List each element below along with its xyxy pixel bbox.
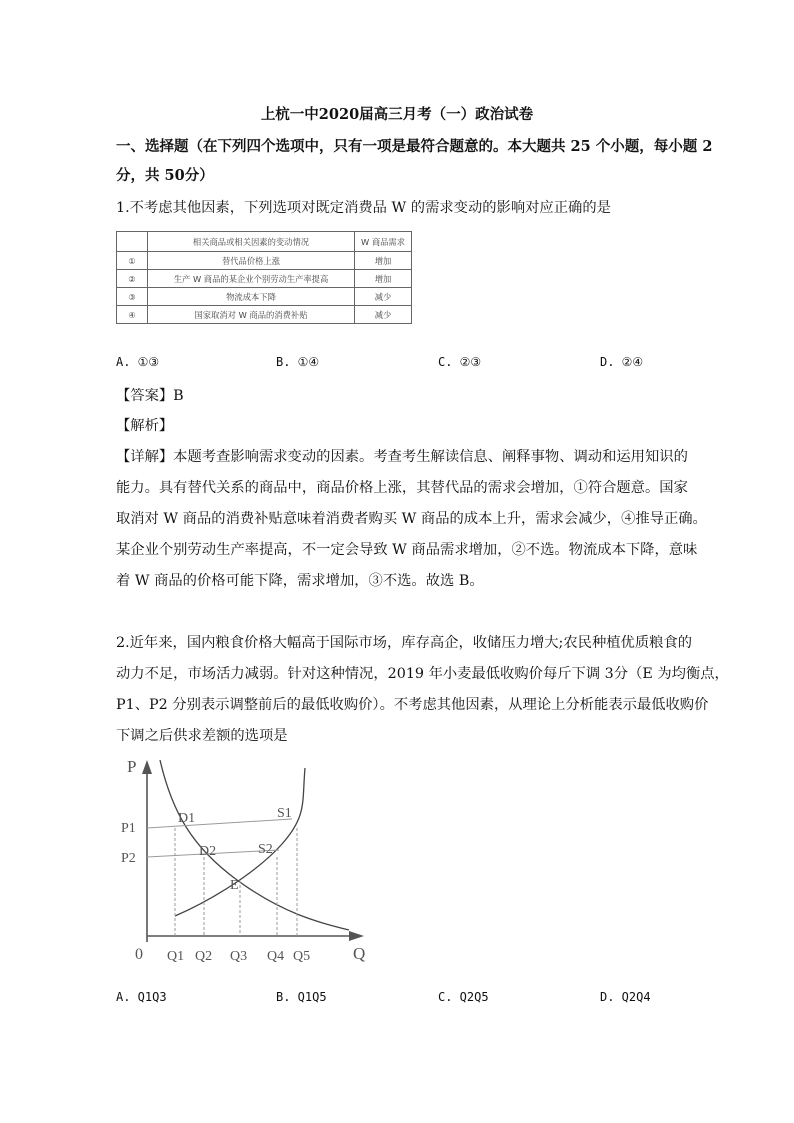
q1-answer: 【答案】B: [116, 388, 184, 404]
table-cell: 增加: [355, 270, 412, 288]
demand-curve: [160, 760, 349, 930]
table-row: [117, 270, 412, 288]
q2-stem-line: 下调之后供求差额的选项是: [116, 728, 288, 744]
q1-analysis-label: 【解析】: [116, 418, 174, 434]
supply-curve: [175, 768, 305, 916]
section-heading-line1: 一、选择题（在下列四个选项中，只有一项是最符合题意的。本大题共 25 个小题，每小题 2: [116, 138, 713, 155]
table-cell: 生产 W 商品的某企业个别劳动生产率提高: [148, 270, 355, 288]
table-cell: 物流成本下降: [148, 288, 355, 306]
tick-label-p1: P1: [121, 821, 136, 836]
tick-label-q3: Q3: [230, 949, 248, 964]
tick-label-q2: Q2: [195, 949, 213, 964]
label-e: E: [230, 878, 239, 893]
q2-option-c: C. Q2Q5: [438, 990, 489, 1004]
table-cell: 减少: [355, 306, 412, 324]
q1-detail-line: 【详解】本题考查影响需求变动的因素。考查考生解读信息、阐释事物、调动和运用知识的: [116, 449, 688, 465]
table-cell: ③: [117, 288, 148, 306]
table-row: [117, 288, 412, 306]
tick-label-q5: Q5: [293, 949, 311, 964]
q2-option-a: A. Q1Q3: [116, 990, 167, 1004]
q1-detail-line: 取消对 W 商品的消费补贴意味着消费者购买 W 商品的成本上升，需求会减少，④推导正确。: [116, 511, 707, 527]
q1-detail-line: 某企业个别劳动生产率提高，不一定会导致 W 商品需求增加，②不选。物流成本下降，意味: [116, 542, 698, 558]
q1-option-b: B. ①④: [276, 355, 320, 369]
table-row: [117, 306, 412, 324]
q1-option-a: A. ①③: [116, 355, 160, 369]
q1-option-c: C. ②③: [438, 355, 482, 369]
y-axis-arrow: [142, 760, 152, 774]
tick-label-q4: Q4: [267, 949, 285, 964]
table-header-cell: W 商品需求: [355, 232, 412, 252]
table-header-cell: [117, 232, 148, 252]
label-s2: S2: [258, 842, 273, 857]
label-s1: S1: [277, 806, 292, 821]
tick-label-p2: P2: [121, 851, 136, 866]
x-axis-arrow: [349, 931, 364, 941]
q2-stem-line: 动力不足，市场活力减弱。针对这种情况，2019 年小麦最低收购价每斤下调 3分（E 为均衡点，: [116, 666, 729, 682]
tick-label-q1: Q1: [167, 949, 185, 964]
q1-option-d: D. ②④: [600, 355, 644, 369]
q1-stem: 1.不考虑其他因素，下列选项对既定消费品 W 的需求变动的影响对应正确的是: [116, 200, 611, 216]
table-cell: 替代品价格上涨: [148, 252, 355, 270]
label-d2: D2: [199, 844, 217, 859]
table-cell: ①: [117, 252, 148, 270]
page-title: 上杭一中2020届高三月考（一）政治试卷: [260, 106, 534, 123]
table-row: [117, 252, 412, 270]
origin-label: 0: [135, 946, 143, 963]
table-cell: ②: [117, 270, 148, 288]
q1-detail-line: 能力。具有替代关系的商品中，商品价格上涨，其替代品的需求会增加，①符合题意。国家: [116, 480, 688, 496]
p1-line: [147, 819, 292, 828]
section-heading-line2: 分，共 50分）: [116, 167, 214, 184]
q1-table: [116, 231, 412, 324]
table-cell: ④: [117, 306, 148, 324]
table-header-row: [117, 232, 412, 252]
q2-option-d: D. Q2Q4: [600, 990, 651, 1004]
supply-demand-graph: [117, 752, 377, 972]
table-header-cell: 相关商品或相关因素的变动情况: [148, 232, 355, 252]
q2-stem-line: P1、P2 分别表示调整前后的最低收购价）。不考虑其他因素，从理论上分析能表示最低收购价: [116, 697, 709, 713]
table-cell: 减少: [355, 288, 412, 306]
q1-detail-line: 着 W 商品的价格可能下降，需求增加，③不选。故选 B。: [116, 573, 484, 589]
q2-stem-line: 2.近年来，国内粮食价格大幅高于国际市场，库存高企，收储压力增大;农民种植优质粮食的: [116, 635, 693, 651]
y-axis-label: P: [127, 757, 137, 776]
label-d1: D1: [178, 811, 196, 826]
table-cell: 增加: [355, 252, 412, 270]
q2-option-b: B. Q1Q5: [276, 990, 327, 1004]
x-axis-label: Q: [353, 944, 366, 963]
table-cell: 国家取消对 W 商品的消费补贴: [148, 306, 355, 324]
